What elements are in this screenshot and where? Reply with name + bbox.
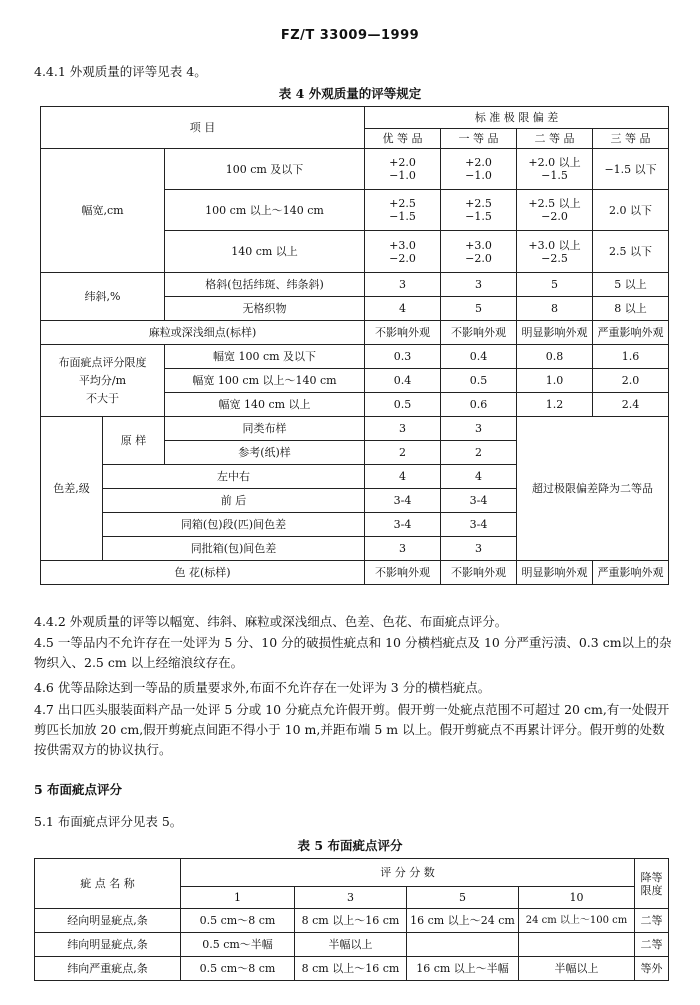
table-4 [40, 106, 669, 585]
nep-label: 麻粒或深浅细点(标样) [41, 321, 365, 345]
cell: 4 [441, 465, 517, 489]
row-label: 140 cm 以上 [165, 231, 365, 273]
row-label: 100 cm 及以下 [165, 149, 365, 190]
table4-caption: 表 4 外观质量的评等规定 [278, 86, 422, 101]
grade-header: 二 等 品 [517, 129, 593, 149]
cell: 5 [517, 273, 593, 297]
cell: 0.5 cm～8 cm [181, 957, 295, 981]
row-label: 同类布样 [165, 417, 365, 441]
table-row [41, 273, 669, 297]
cell: 16 cm 以上～24 cm [407, 909, 519, 933]
cell: 不影响外观 [365, 561, 441, 585]
cell: 不影响外观 [365, 321, 441, 345]
cell: 3 [441, 417, 517, 441]
cell: 明显影响外观 [517, 561, 593, 585]
table-row [35, 933, 669, 957]
defect-limit-label: 布面疵点评分限度 平均分/m 不大于 [41, 345, 165, 417]
table-row [41, 149, 669, 190]
cell: 8 以上 [593, 297, 669, 321]
cell: +2.0 −1.0 [441, 149, 517, 190]
cell: 4 [365, 465, 441, 489]
cell: 3-4 [441, 489, 517, 513]
clause-4-5: 4.5 一等品内不允许存在一处评为 5 分、10 分的破损性疵点和 10 分横档疵点及 10 分严重污渍、0.3 cm以上的杂物织入、2.5 cm 以上经缩浪纹存在。 [34, 635, 672, 670]
row-label: 纬向明显疵点,条 [35, 933, 181, 957]
cell: 不影响外观 [441, 321, 517, 345]
cell: 1.0 [517, 369, 593, 393]
score-header: 3 [295, 887, 407, 909]
cell: 8 cm 以上～16 cm [295, 957, 407, 981]
cell [519, 933, 635, 957]
cell: 2 [365, 441, 441, 465]
color-flower-label: 色 花(标样) [41, 561, 365, 585]
clause-4-7: 4.7 出口匹头服装面料产品一处评 5 分或 10 分疵点允许假开剪。假开剪一处疵点范围不可超过 20 cm,有一处假开剪匹长加放 20 cm,假开剪疵点间距不得小于 10 m,并距布端 5 m 以上。假开剪疵点不再累计评分。假开剪的处数按供需双方的协议执行。 [34, 702, 670, 757]
cell: +3.0 以上 −2.5 [517, 231, 593, 273]
cell: 3 [441, 537, 517, 561]
cell: 3 [365, 417, 441, 441]
table-row [41, 321, 669, 345]
row-label: 100 cm 以上～140 cm [165, 190, 365, 231]
cell: 0.4 [365, 369, 441, 393]
row-label: 幅宽 100 cm 及以下 [165, 345, 365, 369]
header-defect-name: 疵 点 名 称 [35, 859, 181, 909]
score-header: 10 [519, 887, 635, 909]
row-label: 格斜(包括纬斑、纬条斜) [165, 273, 365, 297]
score-header: 5 [407, 887, 519, 909]
cell: 明显影响外观 [517, 321, 593, 345]
cell: 3 [441, 273, 517, 297]
cell: +2.0 以上 −1.5 [517, 149, 593, 190]
cell: 1.6 [593, 345, 669, 369]
header-score: 评 分 分 数 [181, 859, 635, 887]
cell: 3-4 [365, 489, 441, 513]
row-label: 纬向严重疵点,条 [35, 957, 181, 981]
cell: +2.5 −1.5 [441, 190, 517, 231]
cell: 半幅以上 [519, 957, 635, 981]
header-standard: 标 准 极 限 偏 差 [365, 107, 669, 129]
cell: 8 [517, 297, 593, 321]
width-label: 幅宽,cm [41, 149, 165, 273]
cell: 24 cm 以上～100 cm [519, 909, 635, 933]
row-label: 幅宽 140 cm 以上 [165, 393, 365, 417]
row-label: 前 后 [103, 489, 365, 513]
cell: 3-4 [441, 513, 517, 537]
row-label: 无格织物 [165, 297, 365, 321]
header-downgrade-limit: 降等 限度 [635, 859, 669, 909]
cell: 2.4 [593, 393, 669, 417]
grade-header: 三 等 品 [593, 129, 669, 149]
table-5 [34, 858, 669, 981]
cell: 2.0 [593, 369, 669, 393]
cell: +3.0 −2.0 [365, 231, 441, 273]
cell: 不影响外观 [441, 561, 517, 585]
row-label: 经向明显疵点,条 [35, 909, 181, 933]
color-diff-label: 色差,级 [41, 417, 103, 561]
cell: +3.0 −2.0 [441, 231, 517, 273]
cell: 0.5 cm～半幅 [181, 933, 295, 957]
cell [407, 933, 519, 957]
cell: 0.5 [365, 393, 441, 417]
grade-header: 优 等 品 [365, 129, 441, 149]
color-lower-grades: 超过极限偏差降为二等品 [517, 417, 669, 561]
cell: 2 [441, 441, 517, 465]
row-label: 幅宽 100 cm 以上～140 cm [165, 369, 365, 393]
section-5-title: 5 布面疵点评分 [34, 782, 123, 797]
cell: 5 [441, 297, 517, 321]
cell: 0.8 [517, 345, 593, 369]
table-row [41, 417, 669, 441]
cell: 0.4 [441, 345, 517, 369]
clause-5-1: 5.1 布面疵点评分见表 5。 [34, 814, 183, 829]
table-row [35, 909, 669, 933]
cell: 0.6 [441, 393, 517, 417]
cell: 2.5 以下 [593, 231, 669, 273]
cell: 严重影响外观 [593, 561, 669, 585]
cell: 二等 [635, 909, 669, 933]
cell: 3-4 [365, 513, 441, 537]
row-label: 左中右 [103, 465, 365, 489]
header-item: 项 目 [41, 107, 365, 149]
table-row [35, 957, 669, 981]
cell: 0.5 cm～8 cm [181, 909, 295, 933]
cell: 8 cm 以上～16 cm [295, 909, 407, 933]
cell: 半幅以上 [295, 933, 407, 957]
cell: −1.5 以下 [593, 149, 669, 190]
row-label: 同箱(包)段(匹)间色差 [103, 513, 365, 537]
cell: 严重影响外观 [593, 321, 669, 345]
cell: 5 以上 [593, 273, 669, 297]
page-header: FZ/T 33009—1999 [280, 28, 420, 43]
clause-4-4-1: 4.4.1 外观质量的评等见表 4。 [34, 64, 207, 79]
cell: 0.5 [441, 369, 517, 393]
table-row [41, 561, 669, 585]
cell: 3 [365, 537, 441, 561]
cell: 二等 [635, 933, 669, 957]
cell: 4 [365, 297, 441, 321]
grade-header: 一 等 品 [441, 129, 517, 149]
clause-4-6: 4.6 优等品除达到一等品的质量要求外,布面不允许存在一处评为 3 分的横档疵点。 [34, 680, 491, 695]
weft-label: 纬斜,% [41, 273, 165, 321]
table5-caption: 表 5 布面疵点评分 [297, 838, 403, 853]
cell: 1.2 [517, 393, 593, 417]
clause-4-4-2: 4.4.2 外观质量的评等以幅宽、纬斜、麻粒或深浅细点、色差、色花、布面疵点评分。 [34, 614, 508, 629]
cell: +2.5 −1.5 [365, 190, 441, 231]
cell: +2.0 −1.0 [365, 149, 441, 190]
row-label: 参考(纸)样 [165, 441, 365, 465]
row-label: 同批箱(包)间色差 [103, 537, 365, 561]
original-sample-label: 原 样 [103, 417, 165, 465]
cell: +2.5 以上 −2.0 [517, 190, 593, 231]
cell: 3 [365, 273, 441, 297]
cell: 2.0 以下 [593, 190, 669, 231]
cell: 0.3 [365, 345, 441, 369]
cell: 等外 [635, 957, 669, 981]
score-header: 1 [181, 887, 295, 909]
table-row [41, 345, 669, 369]
cell: 16 cm 以上～半幅 [407, 957, 519, 981]
